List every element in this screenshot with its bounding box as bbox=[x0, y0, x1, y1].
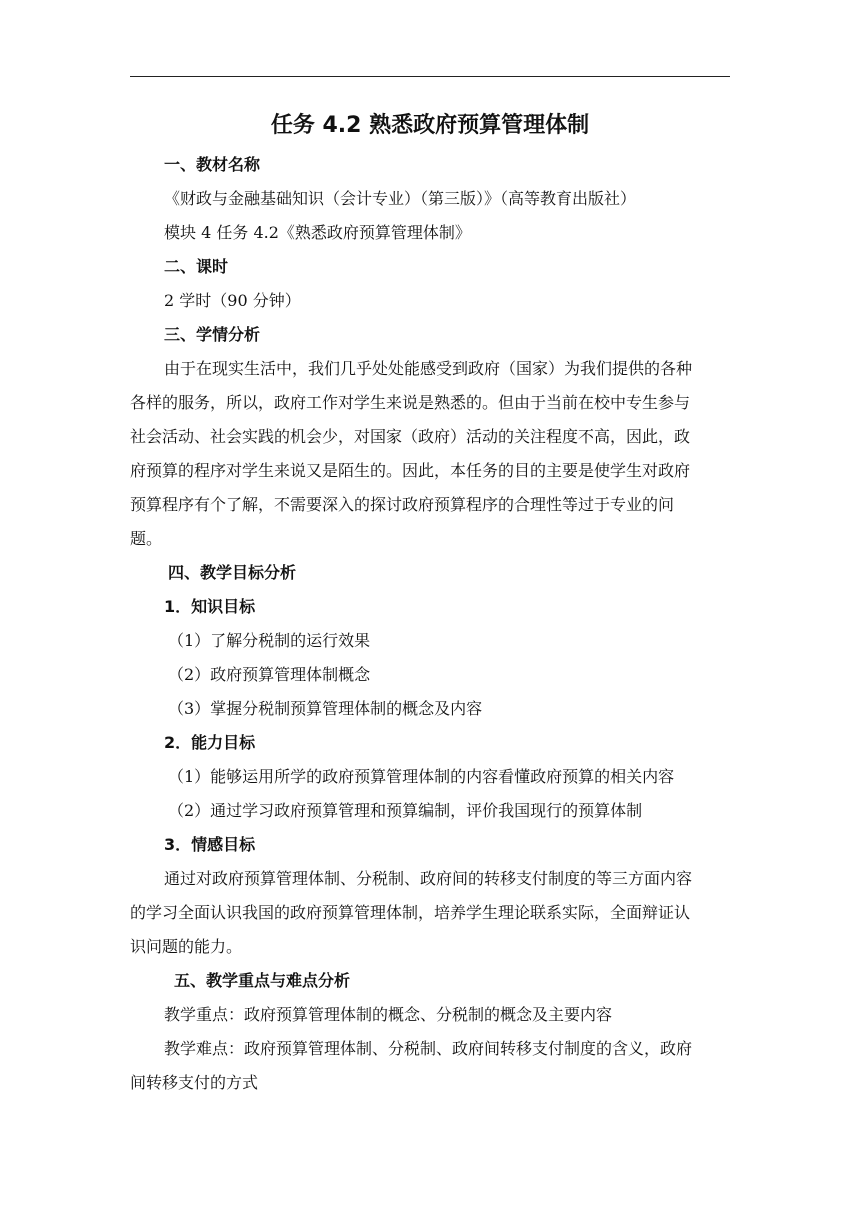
paragraph-line: 预算程序有个了解，不需要深入的探讨政府预算程序的合理性等过于专业的问 bbox=[130, 495, 675, 514]
paragraph-line: 各样的服务，所以，政府工作对学生来说是熟悉的。但由于当前在校中专生参与 bbox=[130, 393, 691, 412]
section-learner-analysis bbox=[130, 318, 730, 556]
key-point: 教学重点：政府预算管理体制的概念、分税制的概念及主要内容 bbox=[164, 1005, 613, 1024]
difficulty-paragraph bbox=[130, 1032, 730, 1100]
section-heading-key-difficulty: 五、教学重点与难点分析 bbox=[174, 971, 351, 990]
paragraph-line: 的学习全面认识我国的政府预算管理体制，培养学生理论联系实际，全面辩证认 bbox=[130, 903, 691, 922]
section-heading-learner-analysis: 三、学情分析 bbox=[164, 325, 261, 344]
header-rule bbox=[130, 76, 730, 77]
section-hours bbox=[130, 250, 730, 318]
emotion-paragraph bbox=[130, 862, 730, 964]
subheading-emotion: 3．情感目标 bbox=[164, 835, 256, 854]
document-body bbox=[130, 108, 730, 1100]
page-title: 任务 4.2 熟悉政府预算管理体制 bbox=[270, 113, 590, 138]
knowledge-item: （2）政府预算管理体制概念 bbox=[168, 665, 371, 684]
textbook-name: 《财政与金融基础知识（会计专业）（第三版）》（高等教育出版社） bbox=[164, 189, 637, 208]
ability-item: （2）通过学习政府预算管理和预算编制，评价我国现行的预算体制 bbox=[168, 801, 643, 820]
paragraph-line: 府预算的程序对学生来说又是陌生的。因此，本任务的目的主要是使学生对政府 bbox=[130, 461, 691, 480]
learner-analysis-paragraph bbox=[130, 352, 730, 556]
section-textbook bbox=[130, 148, 730, 250]
paragraph-line: 社会活动、社会实践的机会少，对国家（政府）活动的关注程度不高，因此，政 bbox=[130, 427, 691, 446]
paragraph-line: 通过对政府预算管理体制、分税制、政府间的转移支付制度的等三方面内容 bbox=[164, 869, 693, 888]
paragraph-line: 题。 bbox=[130, 529, 163, 548]
subheading-knowledge: 1．知识目标 bbox=[164, 597, 256, 616]
ability-item: （1）能够运用所学的政府预算管理体制的内容看懂政府预算的相关内容 bbox=[168, 767, 675, 786]
paragraph-line: 识问题的能力。 bbox=[130, 937, 243, 956]
hours-value: 2 学时（90 分钟） bbox=[164, 291, 301, 310]
paragraph-line: 由于在现实生活中，我们几乎处处能感受到政府（国家）为我们提供的各种 bbox=[164, 359, 693, 378]
subheading-ability: 2．能力目标 bbox=[164, 733, 256, 752]
section-heading-teaching-goals: 四、教学目标分析 bbox=[168, 563, 297, 582]
knowledge-item: （1）了解分税制的运行效果 bbox=[168, 631, 371, 650]
section-key-difficulty bbox=[130, 964, 730, 1100]
knowledge-item: （3）掌握分税制预算管理体制的概念及内容 bbox=[168, 699, 483, 718]
section-teaching-goals bbox=[130, 556, 730, 964]
section-heading-textbook: 一、教材名称 bbox=[164, 155, 261, 174]
textbook-module: 模块 4 任务 4.2《熟悉政府预算管理体制》 bbox=[164, 223, 471, 242]
section-heading-hours: 二、课时 bbox=[164, 257, 229, 276]
paragraph-line: 教学难点：政府预算管理体制、分税制、政府间转移支付制度的含义，政府 bbox=[164, 1039, 693, 1058]
paragraph-line: 间转移支付的方式 bbox=[130, 1073, 259, 1092]
